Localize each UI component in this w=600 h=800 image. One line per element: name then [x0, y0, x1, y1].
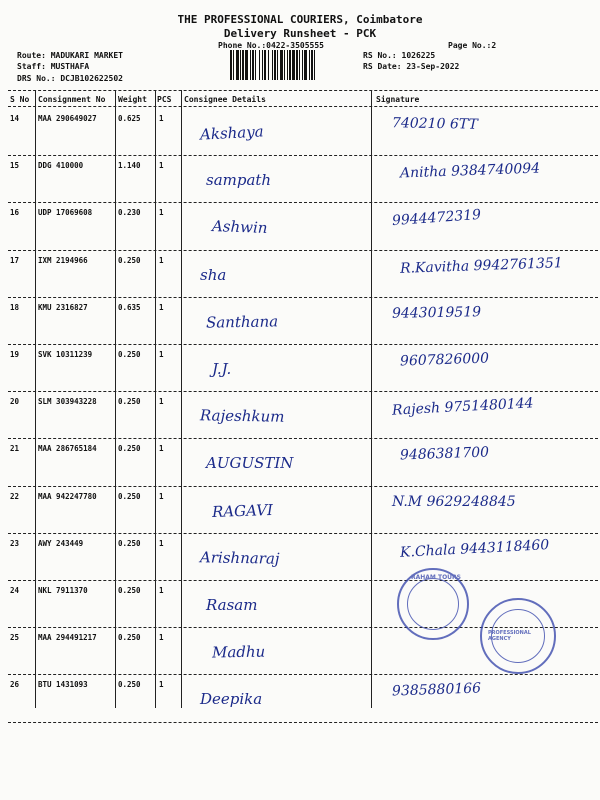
receiver-signature: Anitha 9384740094: [399, 160, 541, 182]
barcode-bar: [309, 50, 310, 80]
row-consignment-no: AWY 243449: [38, 538, 84, 548]
consignee-handwritten-name: AUGUSTIN: [206, 454, 294, 473]
consignee-handwritten-name: Akshaya: [199, 122, 265, 144]
row-sno: 19: [10, 350, 20, 359]
col-header-signature: Signature: [376, 95, 420, 104]
row-pcs: 1: [159, 538, 164, 548]
row-sno: 14: [10, 114, 20, 123]
receiver-signature: N.M 9629248845: [392, 493, 516, 510]
col-header-sno: S No: [10, 95, 30, 104]
row-consignment-no: BTU 1431093: [38, 680, 88, 690]
consignee-handwritten-name: sampath: [206, 171, 272, 190]
row-weight: 0.635: [118, 302, 141, 312]
col-divider: [35, 90, 36, 708]
receiver-signature: 9486381700: [399, 444, 490, 464]
row-sno: 23: [10, 538, 20, 548]
barcode-bar: [240, 50, 241, 80]
row-divider: [8, 250, 598, 251]
barcode-bar: [230, 50, 232, 80]
row-consignment-no: MAA 290649027: [38, 114, 97, 123]
row-consignment-no: NKL 7911370: [38, 586, 88, 595]
consignee-handwritten-name: Santhana: [205, 312, 279, 332]
row-sno: 18: [10, 302, 20, 312]
barcode-bar: [314, 50, 315, 80]
barcode-bar: [268, 50, 269, 80]
barcode-bar: [255, 50, 256, 80]
row-sno: 26: [10, 680, 20, 690]
barcode-bar: [245, 50, 248, 80]
consignee-handwritten-name: Deepika: [200, 690, 263, 709]
barcode-bar: [233, 50, 234, 80]
col-divider: [371, 90, 372, 708]
row-pcs: 1: [159, 633, 164, 643]
row-sno: 25: [10, 633, 20, 643]
row-sno: 24: [10, 586, 20, 595]
col-header-consignment: Consignment No: [38, 95, 106, 104]
barcode-bar: [284, 50, 285, 80]
barcode-bar: [236, 50, 239, 80]
runsheet-subtitle: Delivery Runsheet - PCK: [223, 27, 377, 40]
row-pcs: 1: [159, 491, 164, 501]
row-sno: 20: [10, 397, 20, 407]
row-weight: 0.250: [118, 444, 141, 454]
consignee-handwritten-name: J.J.: [212, 360, 232, 378]
consignee-handwritten-name: Rasam: [206, 596, 258, 614]
barcode-bar: [302, 50, 303, 80]
runsheet-title: THE PROFESSIONAL COURIERS, Coimbatore: [177, 13, 423, 26]
col-header-consignee: Consignee Details: [184, 95, 266, 104]
barcode-bar: [262, 50, 263, 80]
barcode-bar: [264, 50, 266, 80]
row-sno: 15: [10, 161, 20, 171]
row-divider: [8, 391, 598, 392]
consignee-handwritten-name: Arishnaraj: [199, 548, 280, 568]
row-divider: [8, 674, 598, 675]
row-weight: 0.230: [118, 208, 141, 218]
receiver-signature: R.Kavitha 9942761351: [399, 254, 563, 277]
row-divider: [8, 580, 598, 581]
rs-date: RS Date: 23-Sep-2022: [363, 62, 460, 71]
row-divider: [8, 533, 598, 534]
receiver-signature: 9443019519: [391, 304, 482, 322]
row-divider: [8, 344, 598, 345]
row-divider: [8, 486, 598, 487]
barcode-bar: [304, 50, 307, 80]
consignee-handwritten-name: RAGAVI: [211, 500, 274, 521]
row-consignment-no: MAA 286765184: [38, 444, 97, 454]
row-weight: 0.250: [118, 586, 141, 595]
row-divider: [8, 438, 598, 439]
row-pcs: 1: [159, 114, 164, 123]
row-weight: 0.625: [118, 114, 141, 123]
row-sno: 21: [10, 444, 20, 454]
barcode: [230, 50, 354, 80]
col-header-weight: Weight: [118, 95, 147, 104]
receiver-signature: 9385880166: [391, 680, 482, 700]
col-divider: [181, 90, 182, 708]
receiver-signature: 9944472319: [391, 207, 482, 230]
row-consignment-no: DDG 410000: [38, 161, 84, 171]
row-pcs: 1: [159, 680, 164, 690]
row-pcs: 1: [159, 302, 164, 312]
row-consignment-no: SVK 10311239: [38, 350, 93, 359]
row-weight: 0.250: [118, 350, 141, 359]
consignee-handwritten-name: Rajeshkum: [199, 406, 285, 426]
row-pcs: 1: [159, 586, 164, 595]
barcode-bar: [311, 50, 313, 80]
staff-label: Staff: MUSTHAFA: [17, 62, 90, 71]
col-header-pcs: PCS: [157, 95, 172, 104]
header-bottom-rule: [8, 106, 598, 107]
row-consignment-no: UDP 17069608: [38, 208, 93, 218]
row-pcs: 1: [159, 208, 164, 218]
row-divider: [8, 722, 598, 723]
row-sno: 22: [10, 491, 20, 501]
row-pcs: 1: [159, 161, 164, 171]
barcode-bar: [289, 50, 291, 80]
stamp-left: RAHAM TOURS: [397, 568, 469, 640]
receiver-signature: 9607826000: [399, 350, 490, 370]
row-consignment-no: IXM 2194966: [38, 255, 88, 265]
row-weight: 0.250: [118, 397, 141, 407]
rs-number: RS No.: 1026225: [363, 51, 436, 60]
barcode-bar: [287, 50, 288, 80]
row-pcs: 1: [159, 350, 164, 359]
col-divider: [155, 90, 156, 708]
row-weight: 0.250: [118, 538, 141, 548]
col-divider: [115, 90, 116, 708]
row-sno: 16: [10, 208, 20, 218]
drs-number: DRS No.: DCJB102622502: [17, 74, 123, 83]
consignee-handwritten-name: sha: [200, 265, 227, 284]
row-weight: 0.250: [118, 255, 141, 265]
row-pcs: 1: [159, 444, 164, 454]
row-weight: 0.250: [118, 680, 141, 690]
stamp-right: PROFESSIONAL AGENCY: [480, 598, 556, 674]
row-divider: [8, 297, 598, 298]
barcode-bar: [259, 50, 260, 80]
route-label: Route: MADUKARI MARKET: [17, 51, 123, 60]
row-weight: 0.250: [118, 633, 141, 643]
row-pcs: 1: [159, 397, 164, 407]
barcode-bar: [296, 50, 298, 80]
row-pcs: 1: [159, 255, 164, 265]
barcode-bar: [272, 50, 273, 80]
row-divider: [8, 155, 598, 156]
receiver-signature: Rajesh 9751480144: [391, 395, 534, 419]
row-sno: 17: [10, 255, 20, 265]
receiver-signature: K.Chala 9443118460: [399, 536, 550, 561]
row-weight: 1.140: [118, 161, 141, 171]
row-consignment-no: MAA 942247780: [38, 491, 97, 501]
barcode-bar: [242, 50, 244, 80]
barcode-bar: [299, 50, 300, 80]
receiver-signature: 740210 6TT: [391, 115, 478, 133]
barcode-bar: [274, 50, 276, 80]
consignee-handwritten-name: Ashwin: [211, 217, 268, 238]
row-divider: [8, 202, 598, 203]
page-number: Page No.:2: [448, 41, 497, 50]
row-weight: 0.250: [118, 491, 141, 501]
header-top-rule: [8, 90, 598, 91]
row-consignment-no: KMU 2316827: [38, 302, 88, 312]
consignee-handwritten-name: Madhu: [211, 642, 266, 662]
barcode-bar: [280, 50, 283, 80]
row-consignment-no: MAA 294491217: [38, 633, 97, 643]
row-consignment-no: SLM 303943228: [38, 397, 97, 407]
barcode-bar: [292, 50, 295, 80]
phone-number: Phone No.:0422-3505555: [218, 41, 324, 50]
barcode-bar: [250, 50, 251, 80]
barcode-bar: [277, 50, 278, 80]
barcode-bar: [252, 50, 254, 80]
